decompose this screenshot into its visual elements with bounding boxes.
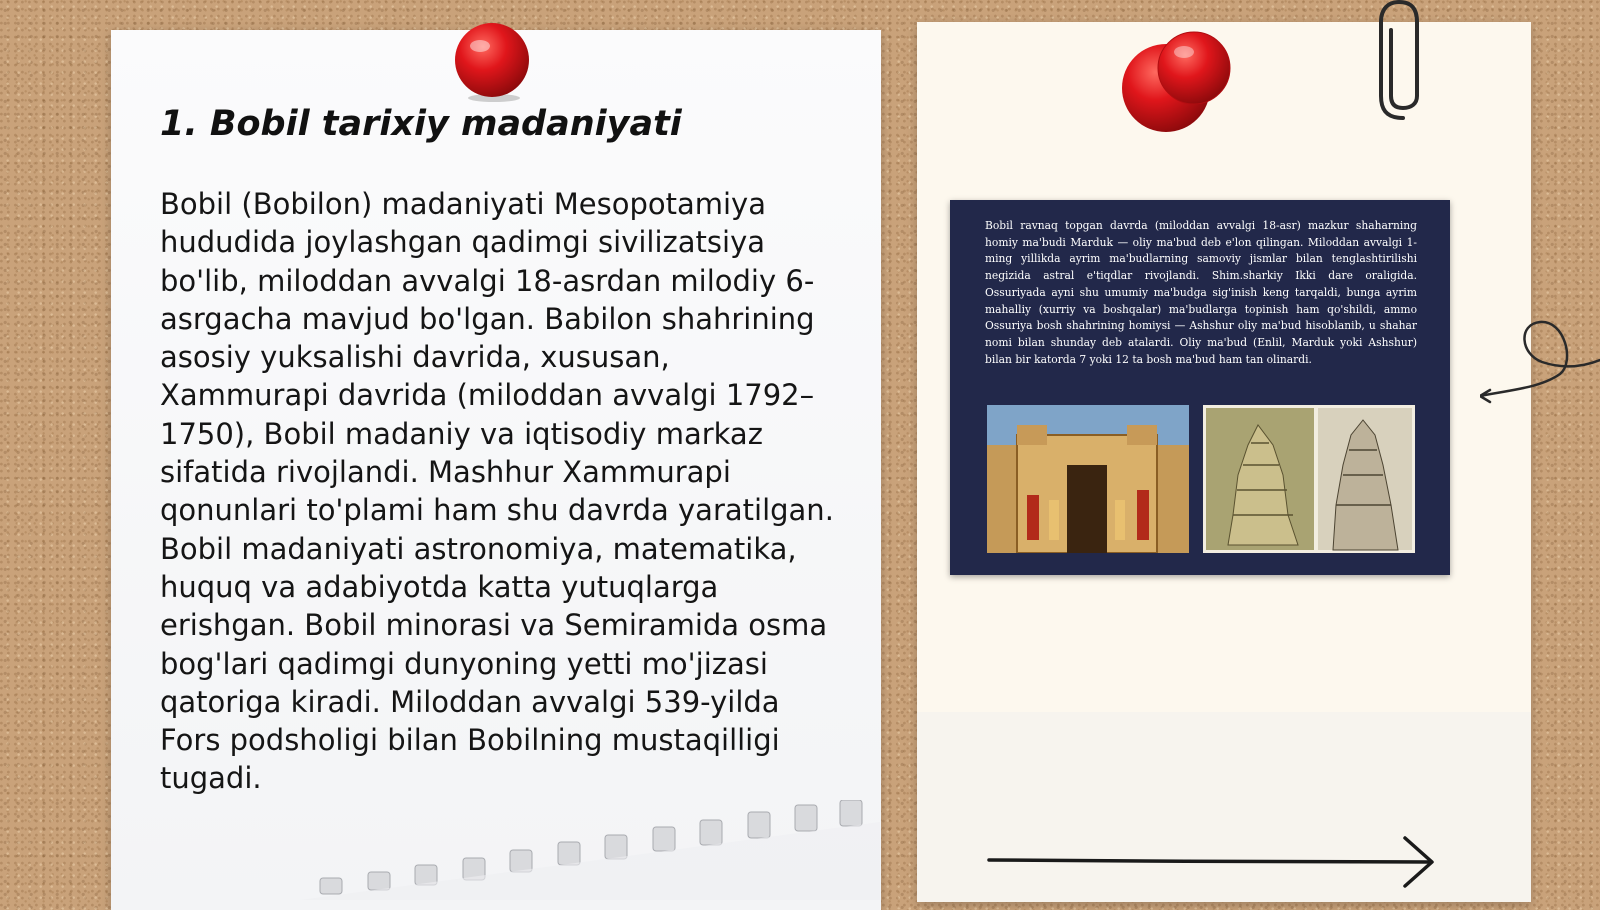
slide-body-text: Bobil (Bobilon) madaniyati Mesopotamiya hududida joylashgan qadimgi sivilizatsiya bo'lib, miloddan avvalgi 18-asrdan milodiy 6-asrgacha mavjud bo'lgan. Babilon shahrining asosiy yuksalishi davrida, xususan, Xammurapi davrida (miloddan avvalgi 1792–1750), Bobil madaniy va iqtisodiy markaz sifatida rivojlandi. Mashhur Xammurapi qonunlari to'plami ham shu davrda yaratilgan. Bobil madaniyati astronomiya, matematika, huquq va adabiyotda katta yutuqlarga erishgan. Bobil minorasi va Semiramida osma bog'lari qadimgi dunyoning yetti mo'jizasi qatoriga kiradi. Miloddan avvalgi 539-yilda Fors podsholigi bilan Bobilning mustaqilligi tugadi. xyxy=(160,187,834,796)
loop-doodle-icon xyxy=(1480,310,1600,410)
image-card-text: Bobil ravnaq topgan davrda (miloddan avvalgi 18-asr) mazkur shaharning homiy ma'budi Marduk — oliy ma'bud deb e'lon qilingan. Miloddan avvalgi 1-ming yillikda ayrim ma'budlarning samoviy jismlar bilan tenglashtirilishi negizida astral e'tiqdlar rivojlandi. Shim.sharkiy Ikki dare oraligida. Ossuriyada ayni shu umumiy ma'budga sig'inish keng tarqaldi, bunga ayrim mahalliy (xurriy va boshqalar) ma'budlarga topinish ham qo'shildi, ammo Ossuriya bosh shahrining homiysi — Ashshur oliy ma'bud hisoblanib, u shahar nomi bilan shunday deb atalardi. Oliy ma'bud (Enlil, Marduk yoki Ashshur) bilan bir katorda 7 yoki 12 ta bosh ma'bud ham tan olinardi. xyxy=(985,219,1417,366)
babylon-gate-picture xyxy=(987,405,1189,553)
push-pin-icon xyxy=(1120,30,1240,140)
slide-title: 1. Bobil tarixiy madaniyati xyxy=(160,104,682,144)
tower-of-babel-picture xyxy=(1203,405,1415,553)
arrow-right-icon xyxy=(985,830,1445,890)
notebook-spiral-edge xyxy=(300,800,880,900)
push-pin-icon xyxy=(450,20,534,104)
paper-clip-icon xyxy=(1375,0,1435,125)
history-image-card xyxy=(950,200,1450,575)
